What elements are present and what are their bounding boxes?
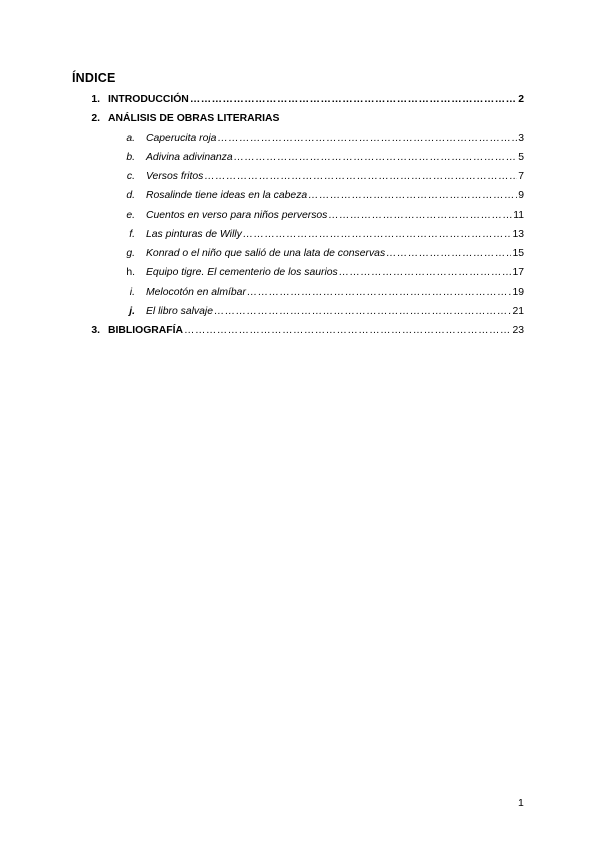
toc-entry-equipo-tigre[interactable] (0, 265, 600, 281)
toc-title: ANÁLISIS DE OBRAS LITERARIAS (108, 113, 280, 124)
toc-title: Versos fritos (146, 171, 204, 182)
dot-leader (386, 246, 511, 262)
toc-page: 13 (512, 229, 524, 240)
toc-entry-pinturas-willy[interactable] (0, 227, 600, 243)
page-title: ÍNDICE (72, 71, 116, 85)
toc-number: 1. (91, 94, 100, 105)
toc-page: 9 (518, 190, 524, 201)
toc-page: 3 (518, 133, 524, 144)
toc-number: 2. (91, 113, 100, 124)
toc-entry-bibliografia[interactable] (0, 323, 600, 339)
toc-page: 7 (518, 171, 524, 182)
toc-title: Rosalinde tiene ideas en la cabeza (146, 190, 308, 201)
toc-page: 5 (518, 152, 524, 163)
dot-leader (339, 265, 512, 281)
toc-title: Adivina adivinanza (146, 152, 233, 163)
toc-letter: d. (126, 190, 135, 201)
toc-title: Caperucita roja (146, 133, 217, 144)
toc-title: INTRODUCCIÓN (108, 94, 189, 105)
toc-letter: g. (126, 248, 135, 259)
toc-page: 23 (512, 325, 524, 336)
toc-letter: i. (129, 287, 135, 298)
toc-page: 2 (518, 94, 524, 105)
dot-leader (328, 208, 512, 224)
toc-title: Las pinturas de Willy (146, 229, 242, 240)
toc-entry-melocoton[interactable] (0, 285, 600, 301)
toc-entry-konrad[interactable] (0, 246, 600, 262)
toc-letter: f. (129, 229, 135, 240)
toc-letter: h. (126, 267, 135, 278)
toc-entry-libro-salvaje[interactable] (0, 304, 600, 320)
page-number: 1 (518, 797, 524, 809)
toc-entry-rosalinde[interactable] (0, 188, 600, 204)
toc-entry-analisis[interactable] (0, 111, 600, 127)
dot-leader (308, 188, 517, 204)
toc-page: 15 (512, 248, 524, 259)
dot-leader (190, 92, 517, 108)
toc-entry-caperucita[interactable] (0, 131, 600, 147)
dot-leader (243, 227, 512, 243)
dot-leader (247, 285, 512, 301)
toc-number: 3. (91, 325, 100, 336)
toc-entry-adivina[interactable] (0, 150, 600, 166)
toc-title: BIBLIOGRAFÍA (108, 325, 184, 336)
dot-leader (204, 169, 517, 185)
toc-letter: a. (126, 133, 135, 144)
toc-entry-introduccion[interactable] (0, 92, 600, 108)
dot-leader (217, 131, 517, 147)
toc-page: 11 (513, 210, 524, 221)
toc-page: 21 (512, 306, 524, 317)
dot-leader (214, 304, 511, 320)
toc-entry-versos-fritos[interactable] (0, 169, 600, 185)
toc-title: El libro salvaje (146, 306, 213, 317)
toc-page: 17 (512, 267, 524, 278)
dot-leader (184, 323, 511, 339)
toc-letter: e. (126, 210, 135, 221)
toc-title: Konrad o el niño que salió de una lata de conservas (146, 248, 386, 259)
toc-letter: j. (129, 306, 135, 317)
toc-title: Equipo tigre. El cementerio de los saurios (146, 267, 338, 278)
toc-entry-cuentos-en-verso[interactable] (0, 208, 600, 224)
dot-leader (234, 150, 518, 166)
toc-title: Cuentos en verso para niños perversos (146, 210, 328, 221)
toc-title: Melocotón en almíbar (146, 287, 246, 298)
toc-page: 19 (512, 287, 524, 298)
toc-letter: b. (126, 152, 135, 163)
toc-letter: c. (126, 171, 135, 182)
